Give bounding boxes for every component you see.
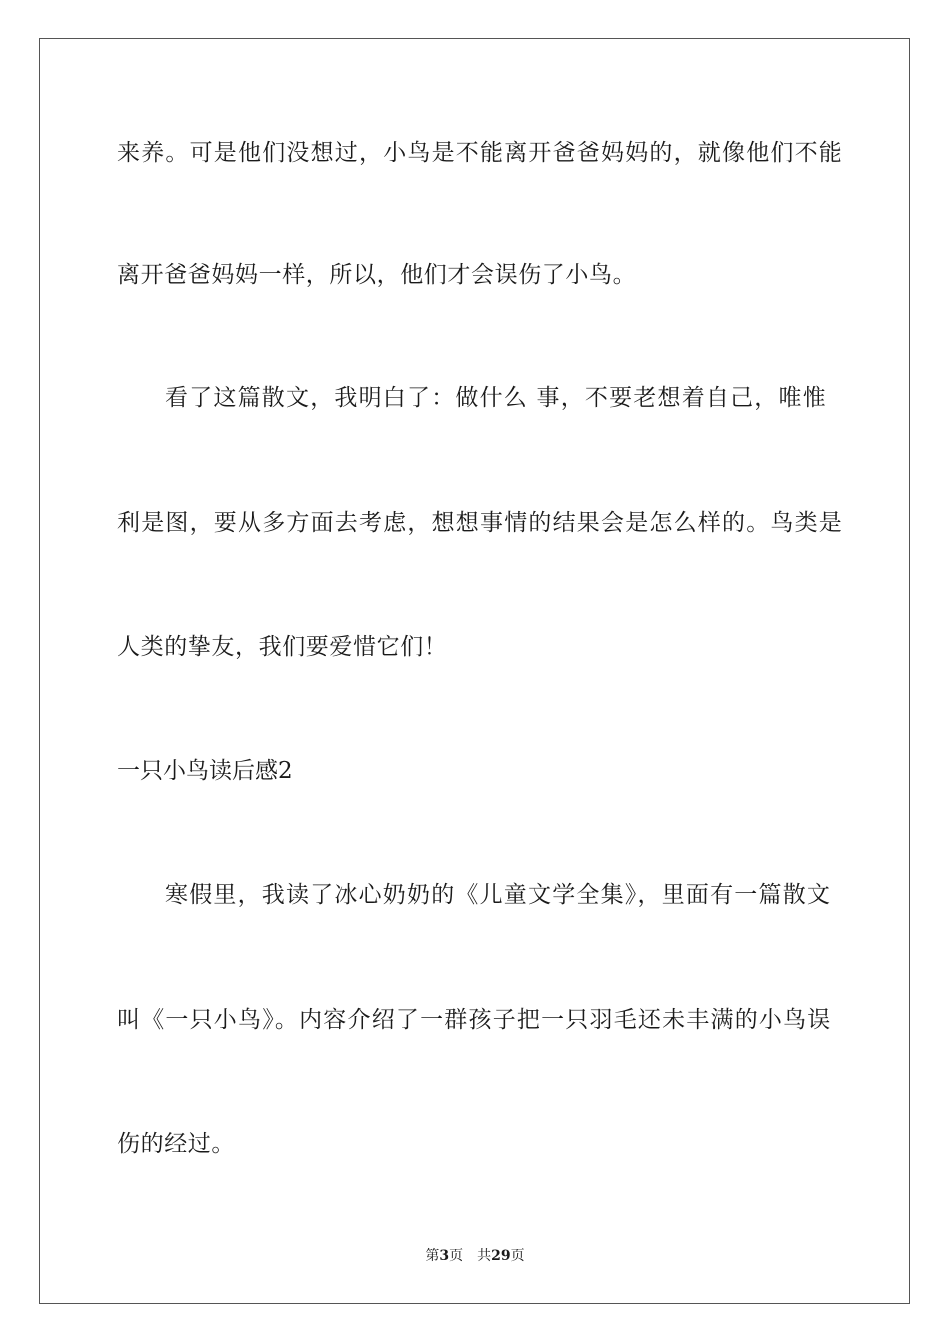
body-line-2: 离开爸爸妈妈一样，所以，他们才会误伤了小鸟。 (117, 262, 637, 288)
footer-page-prefix: 第 (425, 1248, 440, 1264)
body-line-8: 伤的经过。 (117, 1131, 235, 1157)
footer-page-suffix: 页 (449, 1248, 464, 1264)
body-line-5: 人类的挚友，我们要爱惜它们！ (117, 634, 448, 660)
body-line-1: 来养。可是他们没想过，小鸟是不能离开爸爸妈妈的，就像他们不能 (117, 140, 843, 166)
footer-total-suffix: 页 (510, 1248, 525, 1264)
body-line-3: 看了这篇散文，我明白了：做什么 事，不要老想着自己，唯惟 (165, 385, 827, 411)
body-line-7: 叫《一只小鸟》。内容介绍了一群孩子把一只羽毛还未丰满的小鸟误 (117, 1007, 832, 1033)
footer-page-current: 3 (439, 1248, 450, 1264)
body-line-6: 寒假里，我读了冰心奶奶的《儿童文学全集》，里面有一篇散文 (165, 882, 832, 908)
section-heading: 一只小鸟读后感2 (117, 758, 293, 784)
footer-total-prefix: 共 (477, 1248, 492, 1264)
page-border (39, 38, 910, 1304)
footer-page-total: 29 (491, 1248, 511, 1264)
page-footer (0, 1247, 950, 1265)
body-line-4: 利是图，要从多方面去考虑，想想事情的结果会是怎么样的。鸟类是 (117, 510, 843, 536)
